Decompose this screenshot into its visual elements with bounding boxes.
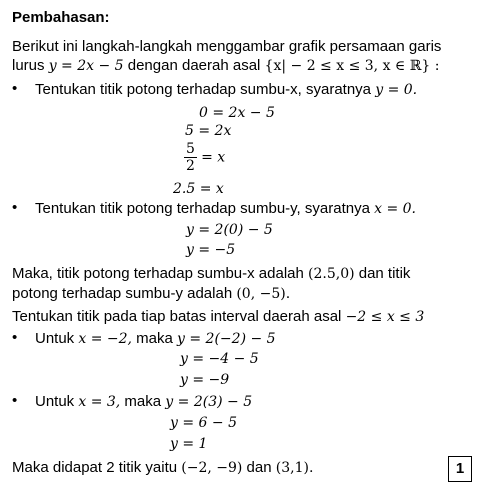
case-2-text-b: maka [124, 393, 162, 410]
conclusion-line-1 [12, 264, 410, 284]
interval-expression: −2 ≤ x ≤ 3 [345, 309, 425, 325]
line-equation: y = 2x − 5 [48, 58, 124, 74]
domain-set: {x| − 2 ≤ x ≤ 3, x ∈ ℝ} : [264, 58, 440, 74]
step-2-condition: x = 0. [374, 201, 416, 217]
step-2-eq-1: y = 2(0) − 5 [186, 222, 273, 238]
case-1-text-a: Untuk [35, 330, 75, 347]
fraction-numerator: 5 [186, 141, 195, 157]
case-2-x: x = 3, [78, 394, 121, 410]
section-heading: Pembahasan: [12, 9, 110, 26]
bullet-marker: • [12, 199, 18, 216]
case-2-eq-3: y = 1 [170, 436, 208, 452]
step-1-text: Tentukan titik potong terhadap sumbu-x, syaratnya [35, 81, 372, 98]
case-1-text-b: maka [136, 330, 173, 347]
case-1-eq-1: y = 2(−2) − 5 [177, 331, 276, 347]
step-1 [35, 80, 417, 100]
fraction-rhs: = x [201, 149, 226, 166]
intro-line-2 [12, 56, 439, 76]
intro-text-b: dengan daerah asal [127, 57, 261, 74]
conclusion-line-2 [12, 284, 290, 304]
case-2 [35, 392, 252, 412]
intro-line-1: Berikut ini langkah-langkah menggambar grafik persamaan garis [12, 38, 442, 55]
bullet-marker: • [12, 392, 18, 409]
x-intercept-point: (2.5,0) [308, 266, 355, 282]
conclusion-text-a: Maka, titik potong terhadap sumbu-x adalah [12, 265, 304, 282]
case-1-x: x = −2, [78, 331, 132, 347]
final-text-b: dan [246, 459, 272, 476]
step-1-condition: y = 0. [375, 82, 418, 98]
step-1-eq-1: 0 = 2x − 5 [199, 105, 275, 121]
step-1-eq-4: 2.5 = x [173, 181, 224, 197]
interval-text: Tentukan titik pada tiap batas interval daerah asal [12, 308, 342, 325]
fraction [184, 141, 197, 174]
intro-text-a: lurus [12, 57, 45, 74]
interval-line [12, 307, 424, 327]
conclusion-text-c: potong terhadap sumbu-y adalah [12, 285, 233, 302]
conclusion-text-b: dan titik [358, 265, 411, 282]
case-1 [35, 329, 276, 349]
page-number-box: 1 [448, 456, 472, 482]
case-1-eq-2: y = −4 − 5 [180, 351, 259, 367]
step-1-eq-3 [184, 141, 225, 174]
fraction-denominator: 2 [186, 158, 195, 174]
final-text-a: Maka didapat 2 titik yaitu [12, 459, 178, 476]
step-1-eq-2: 5 = 2x [185, 123, 232, 139]
case-2-eq-1: y = 2(3) − 5 [165, 394, 253, 410]
step-2-eq-2: y = −5 [186, 242, 236, 258]
final-line [12, 458, 313, 478]
final-point-1: (−2, −9) [181, 460, 243, 476]
final-point-2: (3,1). [275, 460, 314, 476]
y-intercept-point: (0, −5). [236, 286, 291, 302]
case-2-text-a: Untuk [35, 393, 75, 410]
case-2-eq-2: y = 6 − 5 [170, 415, 237, 431]
step-2 [35, 199, 416, 219]
case-1-eq-3: y = −9 [180, 372, 230, 388]
bullet-marker: • [12, 80, 18, 97]
bullet-marker: • [12, 329, 18, 346]
step-2-text: Tentukan titik potong terhadap sumbu-y, syaratnya [35, 200, 370, 217]
